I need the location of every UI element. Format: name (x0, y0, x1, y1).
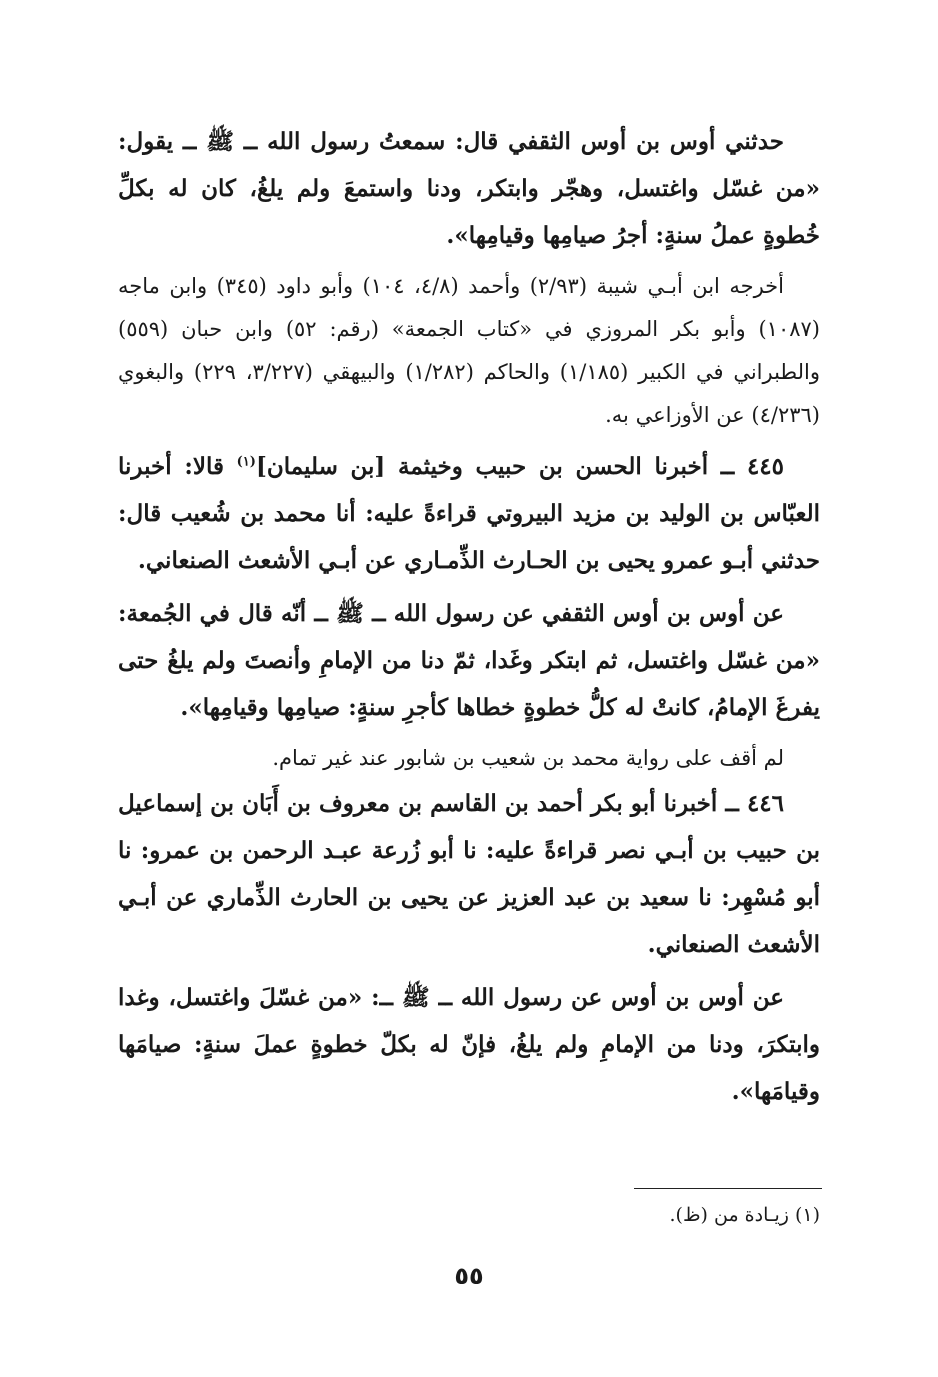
takhrij-text-445: لم أقف على رواية محمد بن شعيب بن شابور عند غير تمام. (272, 746, 784, 770)
isnad-text-446: ٤٤٦ ــ أخبرنا أبو بكر أحمد بن القاسم بن معروف بن أَبَان بن إسماعيل بن حبيب بن أبـي نصر قراءةً عليه: نا أبو زُرعة عبـد الرحمن بن عمرو: نا أبو مُسْهِر: نا سعيد بن عبد العزيز عن يحيى بن الحارث الذِّماري عن أبـي الأشعث الصنعاني. (118, 790, 820, 958)
isnad-text-445 (118, 443, 820, 584)
hadith-text-1: حدثني أوس بن أوس الثقفي قال: سمعتُ رسول الله ــ ﷺ ــ يقول: «من غسّل واغتسل، وهجّر وابتكر، ودنا واستمعَ ولم يلغُ، كان له بكلِّ خُطوةٍ عملُ سنةٍ: أجرُ صيامِها وقيامِها». (118, 128, 820, 249)
footnote-divider (634, 1188, 822, 1189)
isnad-445-start: ٤٤٥ ــ أخبرنا الحسن بن حبيب وخيثمة [بن سليمان] (255, 453, 785, 480)
hadith-text-446: عن أوس بن أوس عن رسول الله ــ ﷺ ــ: «من غسّلَ واغتسل، وغدا وابتكرَ، ودنا من الإمامِ ولم يلغُ، فإنّ له بكلّ خطوةٍ عملَ سنةٍ: صيامَها وقيامَها». (118, 984, 820, 1105)
page-number: ٥٥ (454, 1262, 484, 1290)
isnad-445-end: قالا: أخبرنا العبّاس بن الوليد بن مزيد البيروتي قراءةً عليه: أنا محمد بن شُعيب قال: حدثني أبـو عمرو يحيى بن الحـارث الذِّمـاري عن أبـي الأشعث الصنعاني. (118, 453, 820, 574)
takhrij-text-1: أخرجه ابن أبـي شيبة (٢/٩٣) وأحمد (٤/٨، ١٠٤) وأبو داود (٣٤٥) وابن ماجه (١٠٨٧) وأبو بكر المروزي في «كتاب الجمعة» (رقم: ٥٢) وابن حبان (٥٥٩) والطبراني في الكبير (١/١٨٥) والحاكم (١/٢٨٢) والبيهقي (٣/٢٢٧، ٢٢٩) والبغوي (٤/٢٣٦) عن الأوزاعي به. (118, 274, 821, 427)
footnote-text: (١) زيـادة من (ظ). (669, 1204, 820, 1226)
hadith-text-445: عن أوس بن أوس الثقفي عن رسول الله ــ ﷺ ــ أنّه قال في الجُمعة: «من غسّل واغتسل، ثم ابتكر وغَدا، ثمّ دنا من الإمامِ وأنصتَ ولم يلغُ حتى يفرغَ الإمامُ، كانتْ له كلُّ خطوةٍ خطاها كأجرِ سنةٍ: صيامِها وقيامِها». (118, 600, 820, 721)
footnote-marker: (١) (236, 454, 256, 470)
